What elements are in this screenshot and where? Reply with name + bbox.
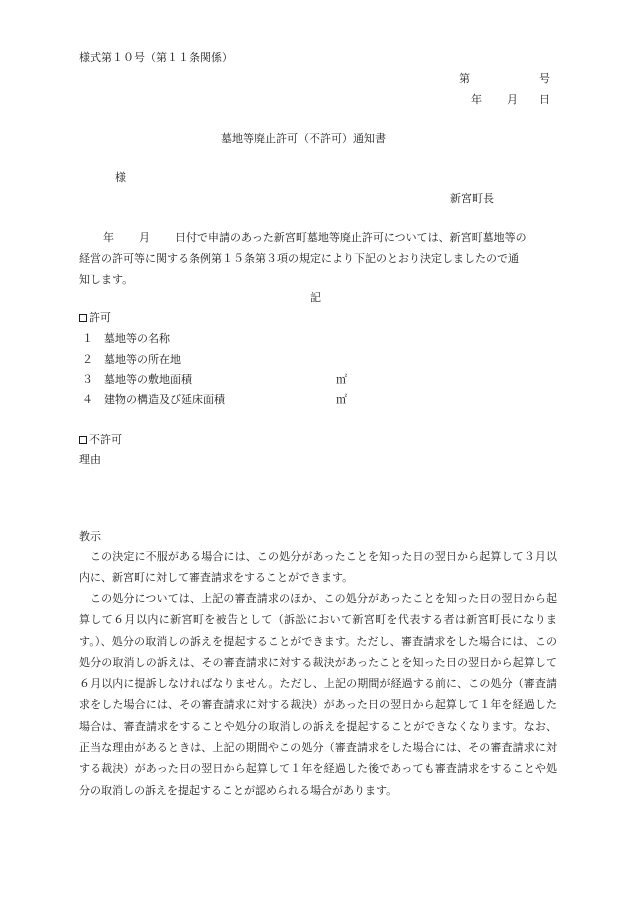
nonpermit-checkbox[interactable] [79,436,87,444]
item-number: １ [82,332,93,345]
reason-label: 理由 [79,453,101,466]
item-number: ２ [82,353,93,366]
form-label: 様式第１０号（第１１条関係） [79,51,233,64]
doc-date-month: 月 [507,93,518,106]
intro-text-line1: 日付で申請のあった新宮町墓地等廃止許可については、新宮町墓地等の [175,231,527,244]
item-number: ４ [82,393,93,406]
recipient-suffix: 様 [115,171,126,184]
intro-month: 月 [139,231,150,244]
permit-item [82,354,181,365]
item-label: 墓地等の所在地 [104,353,181,366]
instruction-paragraph-2: この処分については、上記の審査請求のほか、この処分があったことを知った日の翌日から起算して６月以内に新宮町を被告として（訴訟において新宮町を代表する者は新宮町長になります。）、処分の取消しの訴えを提起することができます。ただし、審査請求をした場合には、この処分の取消しの訴えは、その審査請求に対する裁決があったことを知った日の翌日から起算して６月以内に提訴しなければなりません。ただし、上記の期間が経過する前に、この処分（審査請求をした場合には、その審査請求に対する裁決）があった日の翌日から起算して１年を経過した場合は、審査請求をすることや処分の取消しの訴えを提起することができなくなります。なお、正当な理由があるときは、上記の期間やこの処分（審査請求をした場合には、その審査請求に対する裁決）があった日の翌日から起算して１年を経過した後であっても審査請求をすることや処分の取消しの訴えを提起することが認められる場合があります。 [79,592,557,797]
doc-number-prefix: 第 [459,72,470,85]
nonpermit-label: 不許可 [89,433,122,446]
instruction-heading: 教示 [79,530,101,543]
permit-item [82,333,170,344]
intro-year: 年 [103,231,114,244]
permit-option[interactable] [79,312,111,323]
ki-heading: 記 [310,291,321,304]
item-number: ３ [82,373,93,386]
item-unit: ㎡ [336,393,347,406]
intro-text-line3: 知します。 [79,273,134,286]
permit-item [82,394,225,405]
item-label: 建物の構造及び延床面積 [104,393,225,406]
document-title: 墓地等廃止許可（不許可）通知書 [221,132,386,145]
doc-date-year: 年 [471,93,482,106]
doc-number-suffix: 号 [539,72,550,85]
issuer-name: 新宮町長 [450,192,494,205]
permit-label: 許可 [89,311,111,324]
intro-text-line2: 経営の許可等に関する条例第１５条第３項の規定により下記のとおり決定しましたので通 [79,252,519,265]
item-label: 墓地等の名称 [104,332,170,345]
nonpermit-option[interactable] [79,434,122,445]
item-unit: ㎡ [336,373,347,386]
permit-checkbox[interactable] [79,314,87,322]
permit-item [82,374,192,385]
doc-date-day: 日 [539,93,550,106]
instruction-paragraph-1: この決定に不服がある場合には、この処分があったことを知った日の翌日から起算して３月以内に、新宮町に対して審査請求をすることができます。 [79,550,557,585]
item-label: 墓地等の敷地面積 [104,373,192,386]
